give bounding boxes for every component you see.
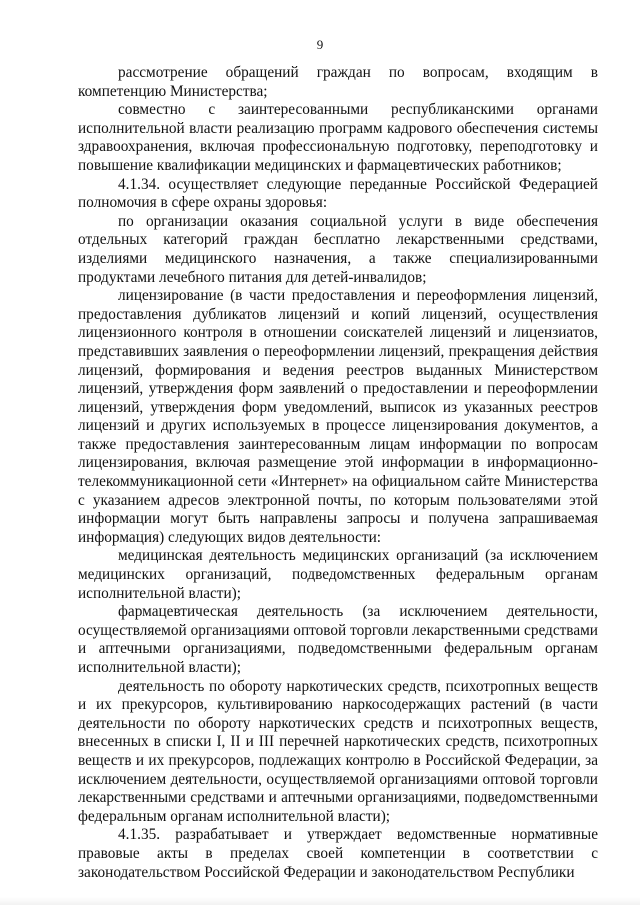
page-number: 9 xyxy=(316,37,324,52)
document-body xyxy=(78,64,598,882)
paragraph: совместно с заинтересованными республиканскими органами исполнительной власти реализацию программ кадрового обеспечения системы здравоохранения, включая профессиональную подготовку, переподготовку и повышение квалификации медицинских и фармацевтических работников; xyxy=(78,101,598,174)
paragraph: рассмотрение обращений граждан по вопросам, входящим в компетенцию Министерства; xyxy=(78,64,598,100)
paragraph: 4.1.34. осуществляет следующие переданные Российской Федерацией полномочия в сфере охраны здоровья: xyxy=(78,175,598,212)
paragraph: по организации оказания социальной услуги в виде обеспечения отдельных категорий граждан бесплатно лекарственными средствами, изделиями медицинского назначения, а также специализированными продуктами лечебного питания для детей-инвалидов; xyxy=(78,212,598,286)
scan-edge-shadow xyxy=(0,897,640,905)
paragraph: медицинская деятельность медицинских организаций (за исключением медицинских организаций, подведомственных федеральным органам исполнительной власти); xyxy=(78,547,598,602)
paragraph: 4.1.35. разрабатывает и утверждает ведомственные нормативные правовые акты в пределах своей компетенции в соответствии с законодательством Российской Федерации и законодательством Республики xyxy=(78,826,598,881)
paragraph: фармацевтическая деятельность (за исключением деятельности, осуществляемой организациями оптовой торговли лекарственными средствами и аптечными организациями, подведомственными федеральным органам исполнительной власти); xyxy=(78,603,598,676)
paragraph: лицензирование (в части предоставления и переоформления лицензий, предоставления дубликатов лицензий и копий лицензий, осуществления лицензионного контроля в отношении соискателей лицензий и лицензиатов, представивших заявления о переоформлении лицензий, прекращения действия лицензий, формирования и ведения реестров выданных Министерством лицензий, утверждения форм заявлений о предоставлении и переоформлении лицензий, утверждения форм уведомлений, выписок из указанных реестров лицензий и других используемых в процессе лицензирования документов, а также предоставления заинтересованным лицам информации по вопросам лицензирования, включая размещение этой информации в информационно-телекоммуникационной сети «Интернет» на официальном сайте Министерства с указанием адресов электронной почты, по которым пользователями этой информации могут быть направлены запросы и получена запрашиваемая информация) следующих видов деятельности: xyxy=(78,287,598,546)
paragraph: деятельность по обороту наркотических средств, психотропных веществ и их прекурсоров, культивированию наркосодержащих растений (в части деятельности по обороту наркотических средств и психотропных веществ, внесенных в списки I, II и III перечней наркотических средств, психотропных веществ и их прекурсоров, подлежащих контролю в Российской Федерации, за исключением деятельности, осуществляемой организациями оптовой торговли лекарственными средствами и аптечными организациями, подведомственными федеральным органам исполнительной власти); xyxy=(78,677,598,825)
